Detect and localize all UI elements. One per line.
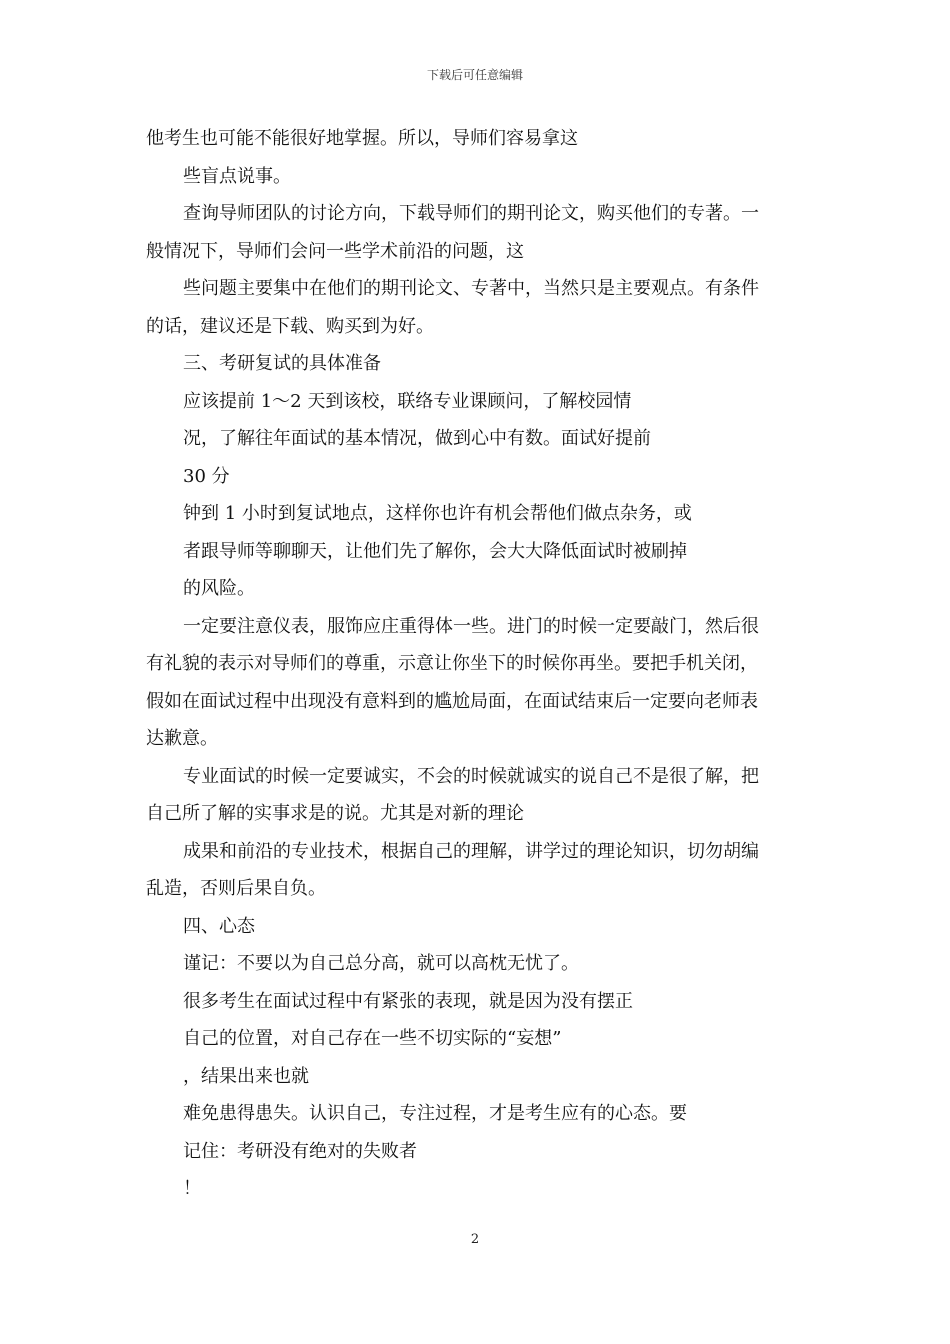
- text-line: 况，了解往年面试的基本情况，做到心中有数。面试好提前: [183, 428, 651, 449]
- text-line: 很多考生在面试过程中有紧张的表现，就是因为没有摆正: [183, 990, 633, 1012]
- text-line: 有礼貌的表示对导师们的尊重，示意让你坐下的时候你再坐。要把手机关闭，: [146, 653, 758, 674]
- text-line: 的话，建议还是下载、购买到为好。: [146, 315, 434, 337]
- document-body: [146, 120, 808, 1208]
- page-header: 下载后可任意编辑: [426, 68, 523, 82]
- text-line: 自己的位置，对自己存在一些不切实际的“妄想”: [183, 1028, 562, 1049]
- text-line: 般情况下，导师们会问一些学术前沿的问题，这: [146, 240, 524, 262]
- text-line: 达歉意。: [146, 728, 218, 749]
- text-line: ！: [183, 1178, 201, 1199]
- section-heading: 四、心态: [183, 915, 255, 937]
- text-line: 钟到 1 小时到复试地点，这样你也许有机会帮他们做点杂务，或: [183, 503, 692, 524]
- text-line: 难免患得患失。认识自己，专注过程，才是考生应有的心态。要: [183, 1103, 687, 1124]
- text-line: 成果和前沿的专业技术，根据自己的理解，讲学过的理论知识，切勿胡编: [183, 840, 759, 862]
- text-line: 30 分: [183, 465, 230, 487]
- text-line: 假如在面试过程中出现没有意料到的尴尬局面，在面试结束后一定要向老师表: [146, 690, 758, 712]
- section-heading: 三、考研复试的具体准备: [183, 353, 381, 374]
- text-line: 专业面试的时候一定要诚实，不会的时候就诚实的说自己不是很了解，把: [183, 765, 759, 787]
- text-line: 者跟导师等聊聊天，让他们先了解你，会大大降低面试时被刷掉: [183, 540, 687, 562]
- text-line: 应该提前 1～2 天到该校，联络专业课顾问，了解校园情: [183, 390, 632, 412]
- page-number: 2: [470, 1232, 480, 1247]
- text-line: 记住：考研没有绝对的失败者: [183, 1140, 417, 1162]
- text-line: 查询导师团队的讨论方向，下载导师们的期刊论文，购买他们的专著。一: [183, 203, 759, 224]
- text-line: 自己所了解的实事求是的说。尤其是对新的理论: [146, 803, 524, 824]
- text-line: 他考生也可能不能很好地掌握。所以，导师们容易拿这: [146, 128, 578, 149]
- text-line: 些问题主要集中在他们的期刊论文、专著中，当然只是主要观点。有条件: [183, 278, 759, 299]
- text-line: 些盲点说事。: [183, 165, 291, 187]
- text-line: 的风险。: [183, 578, 255, 599]
- text-line: 乱造，否则后果自负。: [146, 878, 326, 899]
- text-line: 谨记：不要以为自己总分高，就可以高枕无忧了。: [183, 953, 579, 974]
- text-line: 一定要注意仪表，服饰应庄重得体一些。进门的时候一定要敲门，然后很: [183, 615, 759, 637]
- text-line: ，结果出来也就: [183, 1065, 309, 1087]
